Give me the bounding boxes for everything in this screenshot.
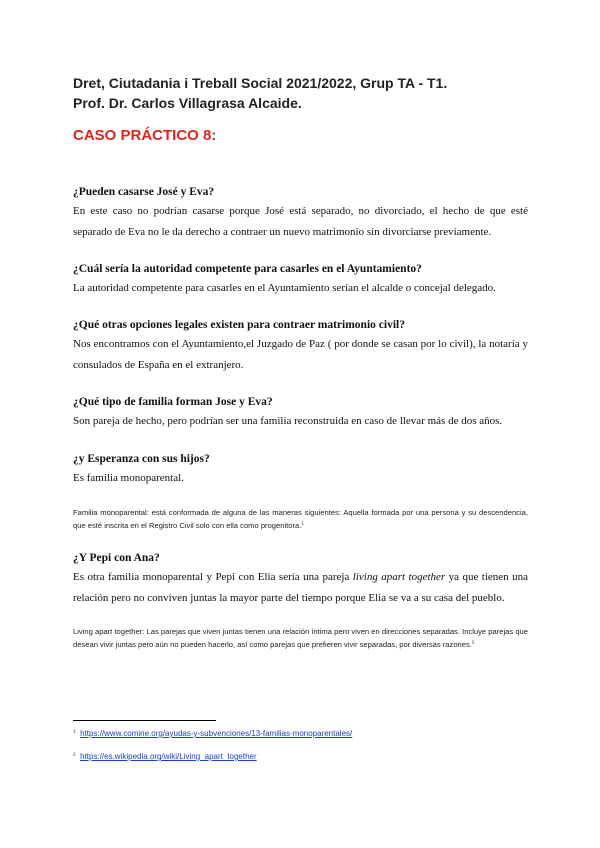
course-title: Dret, Ciutadania i Treball Social 2021/2022, Grup TA - T1.	[73, 75, 448, 91]
section-5	[73, 451, 528, 489]
definition-note-1	[73, 506, 528, 532]
question-5: ¿y Esperanza con sus hijos?	[73, 453, 210, 465]
section-4	[73, 394, 528, 432]
document-header	[73, 73, 533, 113]
answer-4: Son pareja de hecho, pero podrían ser una familia reconstruida en caso de llevar más de dos años.	[73, 415, 503, 427]
answer-2: La autoridad competente para casarles en el Ayuntamiento serían el alcalde o concejal delegado.	[73, 282, 496, 294]
section-1	[73, 184, 528, 243]
section-2	[73, 261, 528, 299]
section-3	[73, 317, 528, 376]
question-4: ¿Qué tipo de familia forman Jose y Eva?	[73, 396, 273, 408]
note-2-text: Living apart together: Las parejas que viven juntas tienen una relación íntima pero viven en direcciones separadas. Incluye parejas que desean vivir juntas pero aún no pueden hacerlo, así como parejas que prefieren vivir separadas, por diversas razones.	[73, 627, 528, 649]
answer-6-part2: ya que tienen una relación pero no conviven juntas la mayor parte del tiempo porque Elia se va a su casa del pueblo.	[73, 571, 528, 604]
professor-name: Prof. Dr. Carlos Villagrasa Alcaide.	[73, 95, 302, 111]
footnote-1-number: 1	[73, 729, 76, 735]
question-3: ¿Qué otras opciones legales existen para contraer matrimonio civil?	[73, 319, 405, 331]
answer-1: En este caso no podrían casarse porque José está separado, no divorciado, el hecho de que esté separado de Eva no le da derecho a contraer un nuevo matrimonio sin divorciarse previamente.	[73, 205, 528, 238]
footnote-2-link[interactable]: https://es.wikipedia.org/wiki/Living_apart_together	[80, 752, 257, 761]
question-6: ¿Y Pepi con Ana?	[73, 552, 160, 564]
footnote-separator	[73, 720, 216, 721]
answer-3: Nos encontramos con el Ayuntamiento,el Juzgado de Paz ( por donde se casan por lo civil), la notaría y consulados de España en el extranjero.	[73, 338, 528, 371]
footnote-1	[73, 729, 352, 738]
answer-5: Es familia monoparental.	[73, 472, 184, 484]
note-1-text: Familia monoparental: está conformada de alguna de las maneras siguientes: Aquella formada por una persona y su descendencia, que esté inscrita en el Registro Civil solo con ella como progenitora.	[73, 508, 528, 530]
footnote-1-link[interactable]: https://www.comine.org/ayudas-y-subvenciones/13-familias-monoparentales/	[80, 729, 353, 738]
footnote-ref-2[interactable]: 2	[471, 639, 475, 645]
question-1: ¿Pueden casarse José y Eva?	[73, 186, 215, 198]
answer-6-part1: Es otra familia monoparental y Pepi con Elia sería una pareja	[73, 571, 353, 583]
section-6	[73, 550, 528, 609]
question-2: ¿Cuál sería la autoridad competente para casarles en el Ayuntamiento?	[73, 263, 422, 275]
footnote-2	[73, 752, 257, 761]
footnote-2-number: 2	[73, 752, 76, 758]
case-title: CASO PRÁCTICO 8:	[73, 127, 217, 144]
answer-6-italic: living apart together	[352, 571, 446, 583]
footnote-ref-1[interactable]: 1	[301, 520, 304, 526]
definition-note-2	[73, 625, 528, 651]
answer-6	[73, 567, 528, 609]
